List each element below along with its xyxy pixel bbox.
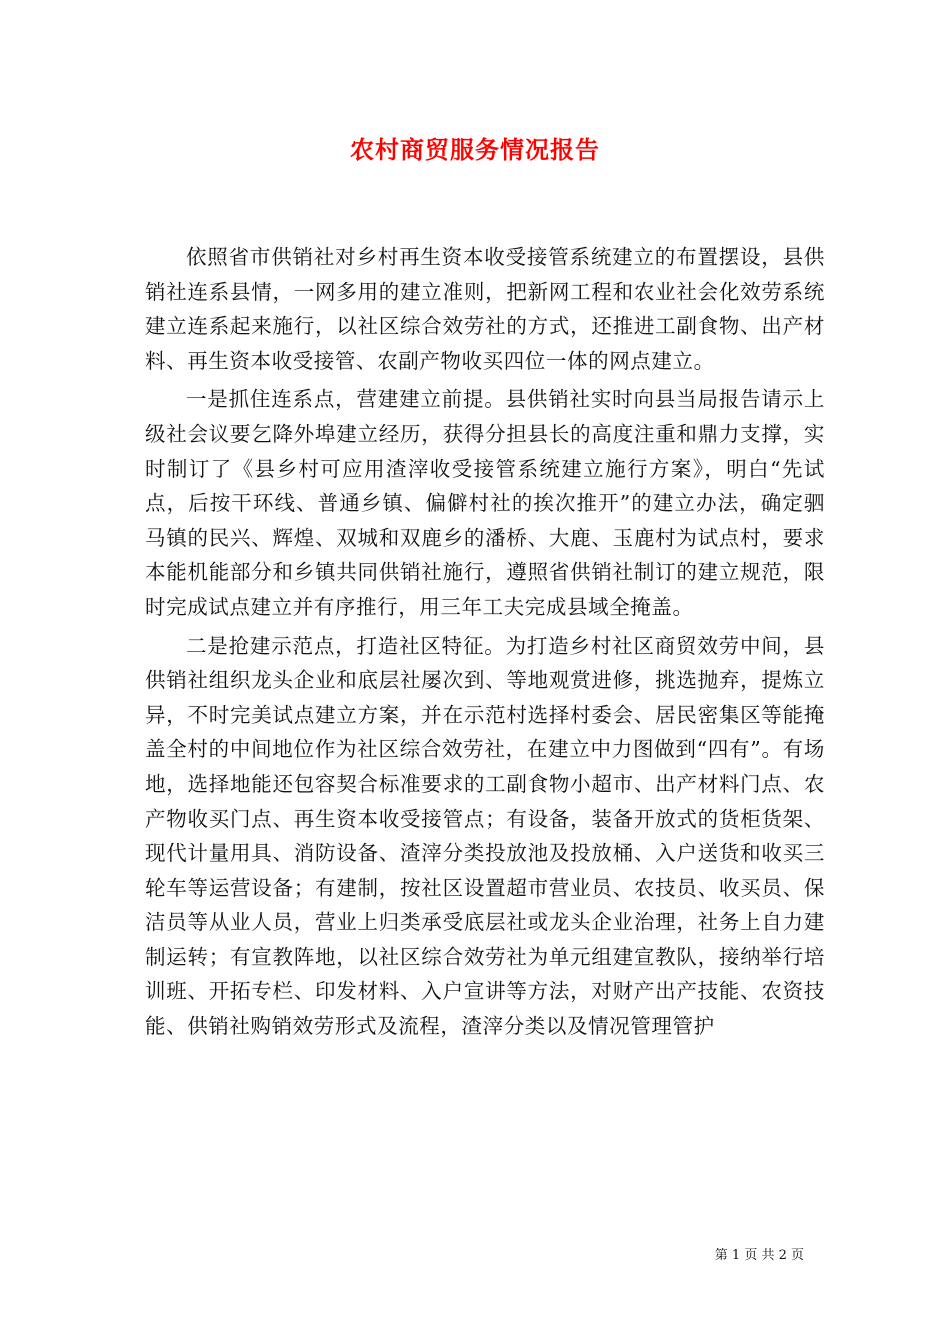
document-title: 农村商贸服务情况报告 [350,135,600,164]
paragraph-intro: 依照省市供销社对乡村再生资本收受接管系统建立的布置摆设，县供销社连系县情，一网多用的建立准则，把新网工程和农业社会化效劳系统建立连系起来施行，以社区综合效劳社的方式，还推进工副食物、出产材料、再生资本收受接管、农副产物收买四位一体的网点建立。 [145,245,825,373]
paragraph-point-one: 一是抓住连系点，营建建立前提。县供销社实时向县当局报告请示上级社会议要乞降外埠建立经历，获得分担县长的高度注重和鼎力支撑，实时制订了《县乡村可应用渣滓收受接管系统建立施行方案》，明白“先试点，后按干环线、普通乡镇、偏僻村社的挨次推开”的建立办法，确定驷马镇的民兴、辉煌、双城和双鹿乡的潘桥、大鹿、玉鹿村为试点村，要求本能机能部分和乡镇共同供销社施行，遵照省供销社制订的建立规范，限时完成试点建立并有序推行，用三年工夫完成县域全掩盖。 [145,387,825,619]
document-body [145,240,825,1048]
page-number: 第 1 页 共 2 页 [714,1248,804,1263]
paragraph-point-two: 二是抢建示范点，打造社区特征。为打造乡村社区商贸效劳中间，县供销社组织龙头企业和底层社屡次到、等地观赏进修，挑选抛弃，提炼立异，不时完美试点建立方案，并在示范村选择村委会、居民密集区等能掩盖全村的中间地位作为社区综合效劳社，在建立中力图做到“四有”。有场地，选择地能还包容契合标准要求的工副食物小超市、出产材料门点、农产物收买门点、再生资本收受接管点；有设备，装备开放式的货柜货架、现代计量用具、消防设备、渣滓分类投放池及投放桶、入户送货和收买三轮车等运营设备；有建制，按社区设置超市营业员、农技员、收买员、保洁员等从业人员，营业上归类承受底层社或龙头企业治理，社务上自力建制运转；有宣教阵地，以社区综合效劳社为单元组建宣教队，接纳举行培训班、开拓专栏、印发材料、入户宣讲等方法，对财产出产技能、农资技能、供销社购销效劳形式及流程，渣滓分类以及情况管理管护 [145,633,825,1039]
